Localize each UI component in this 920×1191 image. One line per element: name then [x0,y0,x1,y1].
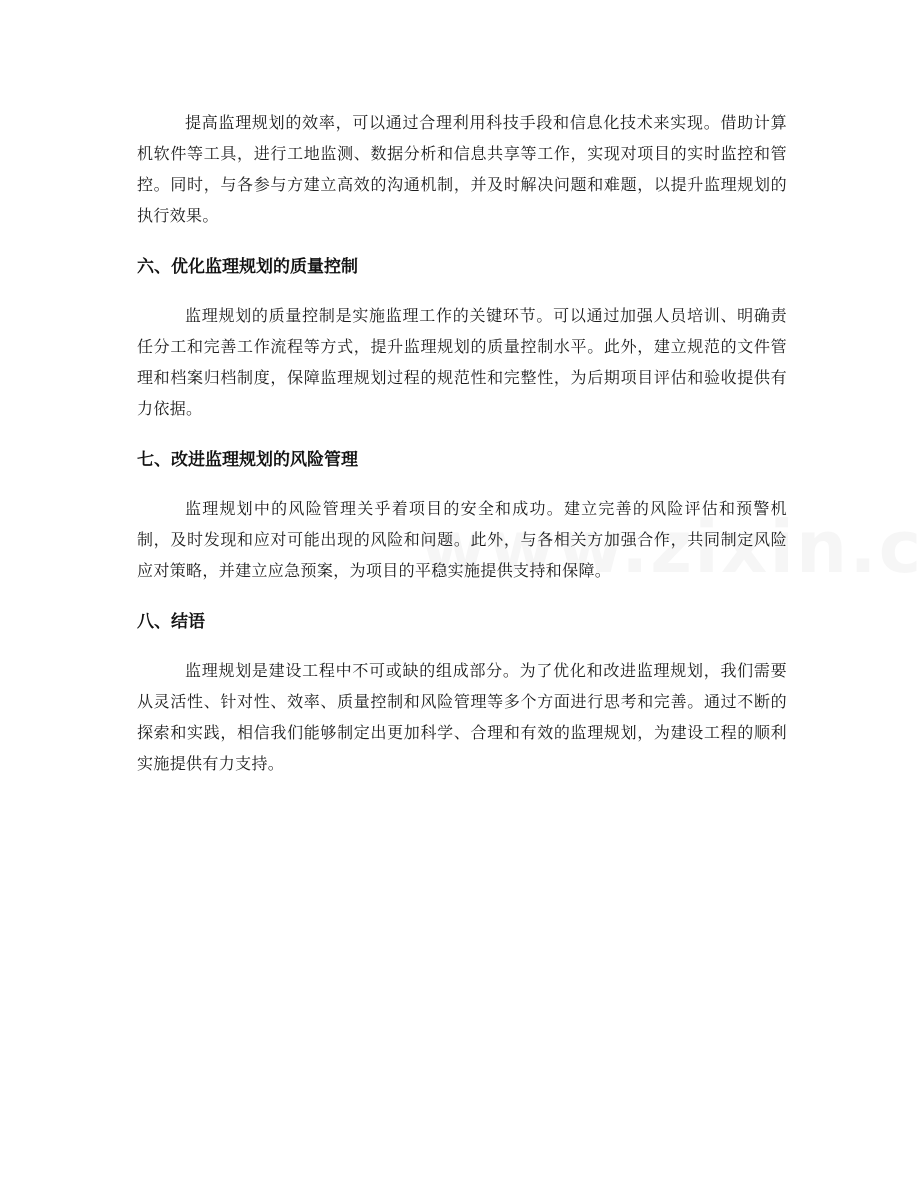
paragraph-risk-management: 监理规划中的风险管理关乎着项目的安全和成功。建立完善的风险评估和预警机制，及时发现和应对可能出现的风险和问题。此外，与各相关方加强合作，共同制定风险应对策略，并建立应急预案，为项目的平稳实施提供支持和保障。 [137,499,787,580]
paragraph-conclusion: 监理规划是建设工程中不可或缺的组成部分。为了优化和改进监理规划，我们需要从灵活性、针对性、效率、质量控制和风险管理等多个方面进行思考和完善。通过不断的探索和实践，相信我们能够制定出更加科学、合理和有效的监理规划，为建设工程的顺利实施提供有力支持。 [137,661,787,773]
paragraph-quality-control: 监理规划的质量控制是实施监理工作的关键环节。可以通过加强人员培训、明确责任分工和完善工作流程等方式，提升监理规划的质量控制水平。此外，建立规范的文件管理和档案归档制度，保障监理规划过程的规范性和完整性，为后期项目评估和验收提供有力依据。 [137,306,787,418]
document-body [137,107,787,779]
section-heading-risk-management: 七、改进监理规划的风险管理 [137,450,358,470]
section-heading-conclusion: 八、结语 [137,612,205,632]
paragraph-efficiency: 提高监理规划的效率，可以通过合理利用科技手段和信息化技术来实现。借助计算机软件等工具，进行工地监测、数据分析和信息共享等工作，实现对项目的实时监控和管控。同时，与各参与方建立高效的沟通机制，并及时解决问题和难题，以提升监理规划的执行效果。 [137,113,787,225]
section-heading-quality-control: 六、优化监理规划的质量控制 [137,257,358,277]
